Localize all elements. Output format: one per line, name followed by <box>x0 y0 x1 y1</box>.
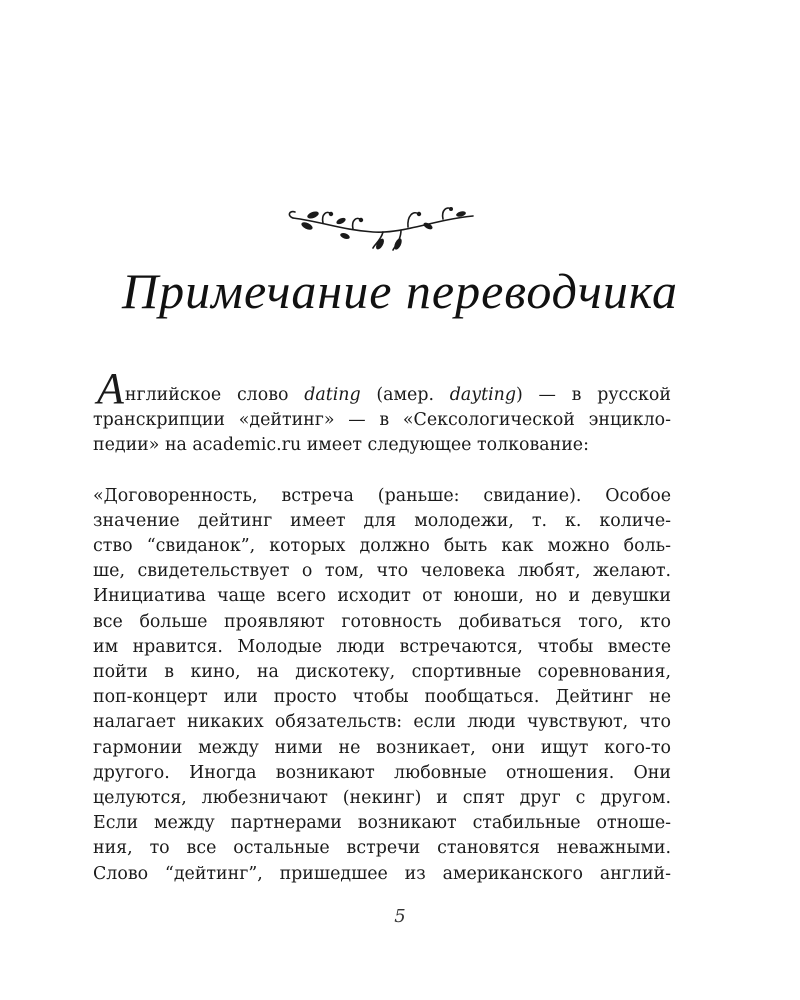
quote-line: Если между партнерами возникают стабильные отноше- <box>93 813 671 834</box>
quote-line: другого. Иногда возникают любовные отношения. Они <box>93 762 671 783</box>
intro-line: педии» на academic.ru имеет следующее толкование: <box>93 435 589 456</box>
quote-line: целуются, любезничают (некинг) и спят друг с другом. <box>93 788 671 809</box>
intro-line: Английское слово dating (амер. dayting) — в русской <box>97 364 671 413</box>
quote-line: ство “свиданок”, которых должно быть как можно боль- <box>93 536 671 557</box>
quote-line: ше, свидетельствует о том, что человека любят, желают. <box>93 561 671 582</box>
page-title: Примечание переводчика <box>122 263 678 319</box>
quote-line: пойти в кино, на дискотеку, спортивные соревнования, <box>93 662 671 683</box>
quote-paragraph <box>93 484 671 887</box>
quote-line: гармонии между ними не возникает, они ищут кого-то <box>93 737 671 758</box>
intro-line: транскрипции «дейтинг» — в «Сексологической энцикло- <box>93 410 671 431</box>
quote-line: ния, то все остальные встречи становятся неважными. <box>93 838 671 859</box>
dropcap: А <box>97 364 124 413</box>
laurel-branch-icon <box>283 200 483 255</box>
quote-line: значение дейтинг имеет для молодежи, т. к. количе- <box>93 510 671 531</box>
intro-paragraph <box>93 364 671 459</box>
page-number: 5 <box>394 906 406 927</box>
quote-line: поп-концерт или просто чтобы пообщаться. Дейтинг не <box>93 687 671 708</box>
quote-line: «Договоренность, встреча (раньше: свидание). Особое <box>93 485 671 506</box>
quote-line: Инициатива чаще всего исходит от юноши, но и девушки <box>93 586 671 607</box>
quote-line: Слово “дейтинг”, пришедшее из американского англий- <box>93 863 671 884</box>
body-text <box>93 364 671 887</box>
quote-line: им нравится. Молодые люди встречаются, чтобы вместе <box>93 636 671 657</box>
quote-line: налагает никаких обязательств: если люди чувствуют, что <box>93 712 671 733</box>
quote-line: все больше проявляют готовность добиваться того, кто <box>93 611 671 632</box>
